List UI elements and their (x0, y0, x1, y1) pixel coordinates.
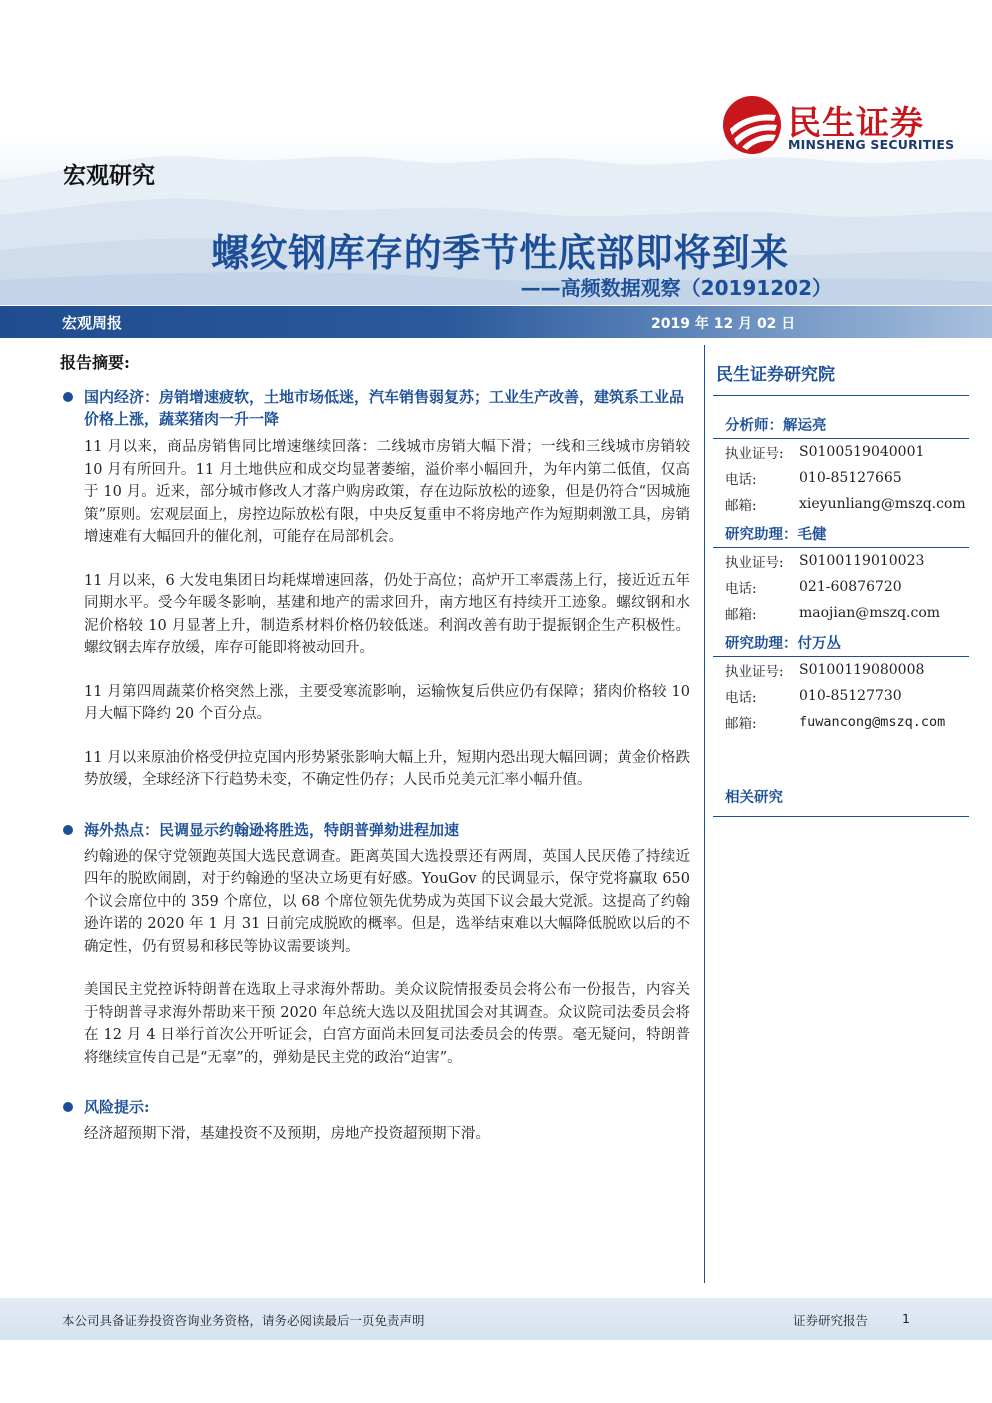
related-research-heading: 相关研究 (725, 789, 783, 806)
assistant-license-row (713, 548, 975, 574)
analyst-name: 分析师：解运亮 (725, 417, 827, 434)
section-risk-warning (60, 1096, 690, 1146)
field-value: S0100119080008 (799, 662, 925, 678)
field-value: 010-85127730 (799, 688, 902, 704)
paragraph: 美国民主党控诉特朗普在选取上寻求海外帮助。美众议院情报委员会将公布一份报告，内容关于特朗普寻求海外帮助来干预 2020 年总统大选以及阻扰国会对其调查。众议院司法委员会将在 12 月 4 日举行首次公开听证会，白宫方面尚未回复司法委员会的传票。毫无疑问，特朗普将继续宣传自己是“无辜”的，弹劾是民主党的政治“迫害”。 (84, 982, 690, 1066)
section-domestic-economy (60, 386, 690, 792)
paragraph: 约翰逊的保守党领跑英国大选民意调查。距离英国大选投票还有两周，英国人民厌倦了持续近四年的脱欧闹剧，对于约翰逊的坚决立场更有好感。YouGov 的民调显示，保守党将赢取 650 个议会席位中的 359 个席位，以 68 个席位领先优势成为英国下议会最大党派。这提高了约翰逊许诺的 2020 年 1 月 31 日前完成脱欧的概率。但是，选举结束难以大幅降低脱欧以后的不确定性，仍有贸易和移民等协议需要谈判。 (84, 848, 690, 955)
report-title: 螺纹钢库存的季节性底部即将到来 (211, 231, 789, 275)
assistant-phone-row (713, 574, 975, 600)
bullet-icon (63, 1102, 73, 1112)
paragraph: 11 月以来原油价格受伊拉克国内形势紧张影响大幅上升，短期内恐出现大幅回调；黄金价格跌势放缓，全球经济下行趋势未变，不确定性仍存；人民币兑美元汇率小幅升值。 (84, 749, 690, 788)
field-label: 执业证号: (725, 664, 784, 680)
bullet-icon (63, 825, 73, 835)
field-value: S0100119010023 (799, 553, 925, 569)
minsheng-logo-icon (722, 95, 782, 155)
paragraph: 经济超预期下滑，基建投资不及预期，房地产投资超预期下滑。 (84, 1126, 490, 1142)
report-type: 宏观周报 (62, 314, 123, 332)
divider (713, 395, 969, 396)
report-subtitle: ——高频数据观察（20191202） (520, 276, 832, 300)
section-heading-text: 海外热点：民调显示约翰逊将胜选，特朗普弹劾进程加速 (84, 820, 460, 839)
section-heading-text: 风险提示: (84, 1098, 150, 1116)
logo-chinese-name: 民生证券 (788, 103, 924, 142)
section-heading (60, 1096, 690, 1118)
column-divider (704, 345, 705, 1283)
field-label: 执业证号: (725, 446, 784, 462)
field-label: 电话: (725, 581, 757, 597)
company-logo (722, 95, 962, 157)
field-label: 执业证号: (725, 555, 784, 571)
section-heading (60, 819, 690, 841)
footer-doc-type: 证券研究报告 (793, 1313, 869, 1328)
analyst-email-row (713, 491, 975, 517)
report-info-band (0, 306, 992, 338)
page-footer (0, 1298, 992, 1340)
paragraph: 11 月第四周蔬菜价格突然上涨，主要受寒流影响，运输恢复后供应仍有保障；猪肉价格较 10 月大幅下降约 20 个百分点。 (84, 683, 690, 722)
field-label: 邮箱: (725, 716, 757, 732)
field-label: 邮箱: (725, 607, 757, 623)
report-date: 2019 年 12 月 02 日 (651, 316, 796, 332)
footer-disclaimer: 本公司具备证券投资咨询业务资格，请务必阅读最后一页免责声明 (62, 1313, 425, 1328)
paragraph: 11 月以来，商品房销售同比增速继续回落：二线城市房销大幅下滑；一线和三线城市房销较 10 月有所回升。11 月土地供应和成交均显著萎缩，溢价率小幅回升，为年内第二低值，仅高于 10 月。近来，部分城市修改人才落户购房政策，存在边际放松的迹象，但是仍符合“因城施策”原则。宏观层面上，房控边际放松有限，中央反复重申不将房地产作为短期刺激工具，房销增速难有大幅回升的催化剂，可能存在局部机会。 (84, 439, 690, 545)
section-heading (60, 386, 690, 430)
assistant-email-row (713, 709, 975, 735)
assistant-name: 研究助理：付万丛 (725, 635, 841, 652)
divider (713, 816, 969, 817)
page-number: 1 (902, 1311, 910, 1326)
email-link[interactable]: maojian@mszq.com (799, 605, 941, 621)
analyst-license-row (713, 439, 975, 465)
assistant-name: 研究助理：毛健 (725, 526, 827, 543)
bullet-icon (63, 392, 73, 402)
research-institute-name: 民生证券研究院 (716, 365, 835, 385)
sidebar (713, 355, 975, 817)
assistant-license-row (713, 657, 975, 683)
field-value: 021-60876720 (799, 579, 902, 595)
summary-body (60, 386, 690, 1146)
section-heading-text: 国内经济：房销增速疲软，土地市场低迷，汽车销售弱复苏；工业生产改善，建筑系工业品价格上涨，蔬菜猪肉一升一降 (84, 388, 685, 428)
field-value: S0100519040001 (799, 444, 925, 460)
field-label: 邮箱: (725, 498, 757, 514)
email-link[interactable]: xieyunliang@mszq.com (799, 496, 966, 512)
assistant-phone-row (713, 683, 975, 709)
logo-english-name: MINSHENG SECURITIES (788, 137, 955, 152)
field-value: 010-85127665 (799, 470, 902, 486)
field-label: 电话: (725, 472, 757, 488)
assistant-email-row (713, 600, 975, 626)
analyst-phone-row (713, 465, 975, 491)
email-link[interactable]: fuwancong@mszq.com (799, 714, 946, 730)
field-label: 电话: (725, 690, 757, 706)
summary-heading: 报告摘要: (60, 353, 130, 372)
report-category: 宏观研究 (63, 163, 155, 189)
paragraph: 11 月以来，6 大发电集团日均耗煤增速回落，仍处于高位；高炉开工率震荡上行，接近近五年同期水平。受今年暖冬影响，基建和地产的需求回升，南方地区有持续开工迹象。螺纹钢和水泥价格较 10 月显著上升，制造系材料价格仍较低迷。利润改善有助于提振钢企生产积极性。螺纹钢去库存放缓，库存可能即将被动回升。 (84, 572, 690, 656)
section-overseas-hotspots (60, 819, 690, 1070)
